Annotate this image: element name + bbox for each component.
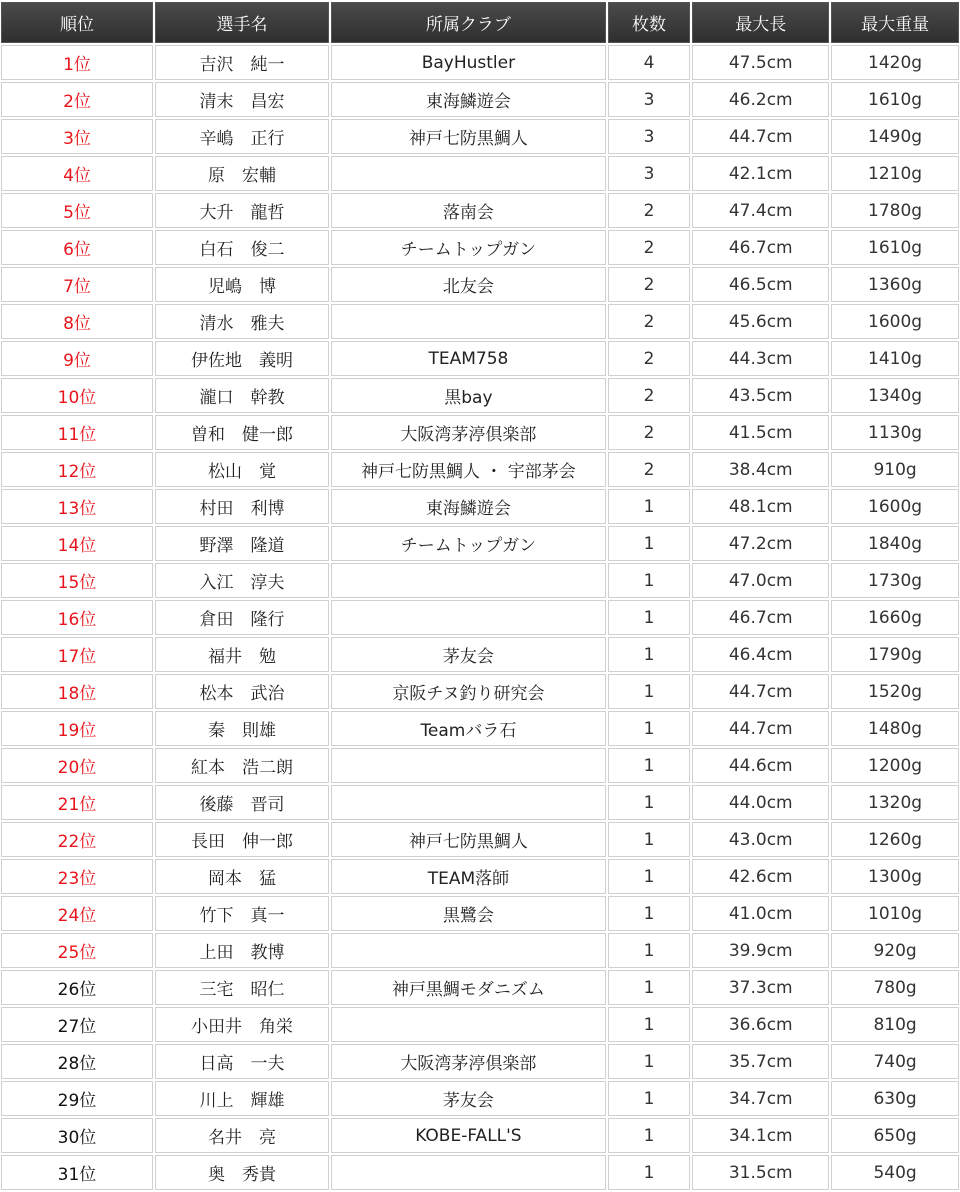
name-cell: 岡本 猛 [155, 859, 329, 894]
weight-cell: 1490g [831, 119, 959, 154]
name-cell: 大升 龍哲 [155, 193, 329, 228]
name-cell: 児嶋 博 [155, 267, 329, 302]
weight-cell: 1420g [831, 45, 959, 80]
weight-cell: 1130g [831, 415, 959, 450]
name-cell: 上田 教博 [155, 933, 329, 968]
rank-cell: 7位 [1, 267, 153, 302]
table-row [1, 193, 959, 228]
club-cell [331, 748, 606, 783]
name-cell: 川上 輝雄 [155, 1081, 329, 1116]
name-cell: 松本 武治 [155, 674, 329, 709]
club-cell: TEAM758 [331, 341, 606, 376]
weight-cell: 740g [831, 1044, 959, 1079]
table-row [1, 859, 959, 894]
length-cell: 36.6cm [692, 1007, 829, 1042]
rank-cell: 28位 [1, 1044, 153, 1079]
club-cell [331, 600, 606, 635]
table-row [1, 304, 959, 339]
club-cell: 大阪湾茅渟倶楽部 [331, 1044, 606, 1079]
club-cell: 黒bay [331, 378, 606, 413]
header-max-weight: 最大重量 [831, 2, 959, 43]
weight-cell: 1730g [831, 563, 959, 598]
table-row [1, 45, 959, 80]
name-cell: 竹下 真一 [155, 896, 329, 931]
count-cell: 2 [608, 378, 691, 413]
table-row [1, 267, 959, 302]
club-cell: 黒鷺会 [331, 896, 606, 931]
length-cell: 31.5cm [692, 1155, 829, 1190]
length-cell: 44.0cm [692, 785, 829, 820]
length-cell: 46.2cm [692, 82, 829, 117]
name-cell: 松山 覚 [155, 452, 329, 487]
count-cell: 2 [608, 341, 691, 376]
rank-cell: 27位 [1, 1007, 153, 1042]
name-cell: 原 宏輔 [155, 156, 329, 191]
count-cell: 1 [608, 526, 691, 561]
count-cell: 1 [608, 896, 691, 931]
length-cell: 47.5cm [692, 45, 829, 80]
table-row [1, 1155, 959, 1190]
weight-cell: 540g [831, 1155, 959, 1190]
count-cell: 1 [608, 970, 691, 1005]
rank-cell: 4位 [1, 156, 153, 191]
table-row [1, 489, 959, 524]
length-cell: 44.3cm [692, 341, 829, 376]
count-cell: 2 [608, 230, 691, 265]
rank-cell: 31位 [1, 1155, 153, 1190]
rank-cell: 16位 [1, 600, 153, 635]
name-cell: 奥 秀貴 [155, 1155, 329, 1190]
table-row [1, 822, 959, 857]
name-cell: 倉田 隆行 [155, 600, 329, 635]
rank-cell: 10位 [1, 378, 153, 413]
name-cell: 日高 一夫 [155, 1044, 329, 1079]
club-cell: 茅友会 [331, 637, 606, 672]
count-cell: 2 [608, 267, 691, 302]
header-count: 枚数 [608, 2, 691, 43]
length-cell: 47.0cm [692, 563, 829, 598]
weight-cell: 1840g [831, 526, 959, 561]
club-cell [331, 156, 606, 191]
club-cell [331, 563, 606, 598]
club-cell: チームトップガン [331, 526, 606, 561]
length-cell: 44.7cm [692, 711, 829, 746]
table-row [1, 896, 959, 931]
count-cell: 1 [608, 563, 691, 598]
length-cell: 44.7cm [692, 119, 829, 154]
length-cell: 47.2cm [692, 526, 829, 561]
weight-cell: 1780g [831, 193, 959, 228]
count-cell: 1 [608, 859, 691, 894]
club-cell: 東海鱗遊会 [331, 82, 606, 117]
table-row [1, 156, 959, 191]
rank-cell: 2位 [1, 82, 153, 117]
name-cell: 清末 昌宏 [155, 82, 329, 117]
rank-cell: 24位 [1, 896, 153, 931]
count-cell: 2 [608, 193, 691, 228]
table-row [1, 1044, 959, 1079]
name-cell: 瀧口 幹教 [155, 378, 329, 413]
rank-cell: 3位 [1, 119, 153, 154]
weight-cell: 1010g [831, 896, 959, 931]
weight-cell: 1340g [831, 378, 959, 413]
name-cell: 野澤 隆道 [155, 526, 329, 561]
weight-cell: 780g [831, 970, 959, 1005]
count-cell: 2 [608, 304, 691, 339]
count-cell: 3 [608, 119, 691, 154]
length-cell: 38.4cm [692, 452, 829, 487]
count-cell: 1 [608, 822, 691, 857]
table-row [1, 785, 959, 820]
name-cell: 小田井 角栄 [155, 1007, 329, 1042]
count-cell: 1 [608, 1044, 691, 1079]
length-cell: 42.1cm [692, 156, 829, 191]
rank-cell: 30位 [1, 1118, 153, 1153]
club-cell [331, 933, 606, 968]
club-cell: 東海鱗遊会 [331, 489, 606, 524]
count-cell: 1 [608, 748, 691, 783]
count-cell: 1 [608, 933, 691, 968]
header-rank: 順位 [1, 2, 153, 43]
table-row [1, 637, 959, 672]
table-row [1, 1007, 959, 1042]
weight-cell: 1520g [831, 674, 959, 709]
count-cell: 1 [608, 1081, 691, 1116]
club-cell: 神戸黒鯛モダニズム [331, 970, 606, 1005]
length-cell: 34.7cm [692, 1081, 829, 1116]
name-cell: 長田 伸一郎 [155, 822, 329, 857]
table-row [1, 970, 959, 1005]
club-cell [331, 304, 606, 339]
header-name: 選手名 [155, 2, 329, 43]
table-row [1, 563, 959, 598]
name-cell: 名井 亮 [155, 1118, 329, 1153]
count-cell: 1 [608, 785, 691, 820]
club-cell [331, 785, 606, 820]
table-body [1, 45, 959, 1190]
name-cell: 入江 淳夫 [155, 563, 329, 598]
club-cell: 神戸七防黒鯛人 ・ 宇部茅会 [331, 452, 606, 487]
name-cell: 白石 俊二 [155, 230, 329, 265]
length-cell: 41.0cm [692, 896, 829, 931]
weight-cell: 1480g [831, 711, 959, 746]
rank-cell: 20位 [1, 748, 153, 783]
weight-cell: 1210g [831, 156, 959, 191]
name-cell: 秦 則雄 [155, 711, 329, 746]
club-cell: チームトップガン [331, 230, 606, 265]
rank-cell: 17位 [1, 637, 153, 672]
length-cell: 37.3cm [692, 970, 829, 1005]
name-cell: 村田 利博 [155, 489, 329, 524]
length-cell: 46.4cm [692, 637, 829, 672]
header-club: 所属クラブ [331, 2, 606, 43]
count-cell: 2 [608, 452, 691, 487]
count-cell: 2 [608, 415, 691, 450]
rank-cell: 26位 [1, 970, 153, 1005]
club-cell: TEAM落師 [331, 859, 606, 894]
length-cell: 46.5cm [692, 267, 829, 302]
table-row [1, 526, 959, 561]
weight-cell: 810g [831, 1007, 959, 1042]
weight-cell: 1260g [831, 822, 959, 857]
weight-cell: 1360g [831, 267, 959, 302]
count-cell: 1 [608, 600, 691, 635]
rank-cell: 1位 [1, 45, 153, 80]
rank-cell: 22位 [1, 822, 153, 857]
rank-cell: 5位 [1, 193, 153, 228]
count-cell: 1 [608, 637, 691, 672]
count-cell: 4 [608, 45, 691, 80]
rank-cell: 11位 [1, 415, 153, 450]
club-cell: 大阪湾茅渟倶楽部 [331, 415, 606, 450]
rank-cell: 12位 [1, 452, 153, 487]
table-row [1, 1081, 959, 1116]
club-cell: 茅友会 [331, 1081, 606, 1116]
length-cell: 34.1cm [692, 1118, 829, 1153]
club-cell: BayHustler [331, 45, 606, 80]
count-cell: 1 [608, 674, 691, 709]
rank-cell: 9位 [1, 341, 153, 376]
name-cell: 三宅 昭仁 [155, 970, 329, 1005]
rank-cell: 13位 [1, 489, 153, 524]
count-cell: 1 [608, 711, 691, 746]
club-cell: 神戸七防黒鯛人 [331, 119, 606, 154]
weight-cell: 1200g [831, 748, 959, 783]
name-cell: 福井 勉 [155, 637, 329, 672]
rank-cell: 25位 [1, 933, 153, 968]
count-cell: 1 [608, 1007, 691, 1042]
weight-cell: 920g [831, 933, 959, 968]
name-cell: 後藤 晋司 [155, 785, 329, 820]
rank-cell: 19位 [1, 711, 153, 746]
length-cell: 35.7cm [692, 1044, 829, 1079]
table-row [1, 452, 959, 487]
table-row [1, 82, 959, 117]
weight-cell: 910g [831, 452, 959, 487]
length-cell: 46.7cm [692, 230, 829, 265]
weight-cell: 630g [831, 1081, 959, 1116]
table-row [1, 378, 959, 413]
table-row [1, 933, 959, 968]
club-cell: 落南会 [331, 193, 606, 228]
count-cell: 3 [608, 82, 691, 117]
weight-cell: 1610g [831, 82, 959, 117]
count-cell: 1 [608, 489, 691, 524]
weight-cell: 1410g [831, 341, 959, 376]
table-row [1, 711, 959, 746]
rank-cell: 6位 [1, 230, 153, 265]
length-cell: 45.6cm [692, 304, 829, 339]
length-cell: 46.7cm [692, 600, 829, 635]
weight-cell: 1610g [831, 230, 959, 265]
table-row [1, 341, 959, 376]
name-cell: 辛嶋 正行 [155, 119, 329, 154]
weight-cell: 650g [831, 1118, 959, 1153]
length-cell: 42.6cm [692, 859, 829, 894]
rank-cell: 14位 [1, 526, 153, 561]
rank-cell: 18位 [1, 674, 153, 709]
club-cell [331, 1155, 606, 1190]
club-cell: 神戸七防黒鯛人 [331, 822, 606, 857]
table-row [1, 230, 959, 265]
count-cell: 3 [608, 156, 691, 191]
name-cell: 吉沢 純一 [155, 45, 329, 80]
rank-cell: 21位 [1, 785, 153, 820]
table-row [1, 415, 959, 450]
name-cell: 曽和 健一郎 [155, 415, 329, 450]
name-cell: 清水 雅夫 [155, 304, 329, 339]
header-max-length: 最大長 [692, 2, 829, 43]
rank-cell: 8位 [1, 304, 153, 339]
length-cell: 43.0cm [692, 822, 829, 857]
weight-cell: 1790g [831, 637, 959, 672]
table-row [1, 119, 959, 154]
length-cell: 41.5cm [692, 415, 829, 450]
weight-cell: 1320g [831, 785, 959, 820]
club-cell [331, 1007, 606, 1042]
length-cell: 43.5cm [692, 378, 829, 413]
table-row [1, 600, 959, 635]
table-row [1, 1118, 959, 1153]
club-cell: 北友会 [331, 267, 606, 302]
weight-cell: 1600g [831, 489, 959, 524]
length-cell: 39.9cm [692, 933, 829, 968]
club-cell: 京阪チヌ釣り研究会 [331, 674, 606, 709]
rank-cell: 15位 [1, 563, 153, 598]
club-cell: KOBE-FALL'S [331, 1118, 606, 1153]
length-cell: 44.7cm [692, 674, 829, 709]
count-cell: 1 [608, 1155, 691, 1190]
length-cell: 44.6cm [692, 748, 829, 783]
length-cell: 47.4cm [692, 193, 829, 228]
name-cell: 伊佐地 義明 [155, 341, 329, 376]
rank-cell: 23位 [1, 859, 153, 894]
name-cell: 紅本 浩二朗 [155, 748, 329, 783]
rank-cell: 29位 [1, 1081, 153, 1116]
length-cell: 48.1cm [692, 489, 829, 524]
club-cell: Teamバラ石 [331, 711, 606, 746]
weight-cell: 1660g [831, 600, 959, 635]
header-row [1, 2, 959, 43]
weight-cell: 1300g [831, 859, 959, 894]
table-row [1, 748, 959, 783]
count-cell: 1 [608, 1118, 691, 1153]
table-row [1, 674, 959, 709]
weight-cell: 1600g [831, 304, 959, 339]
